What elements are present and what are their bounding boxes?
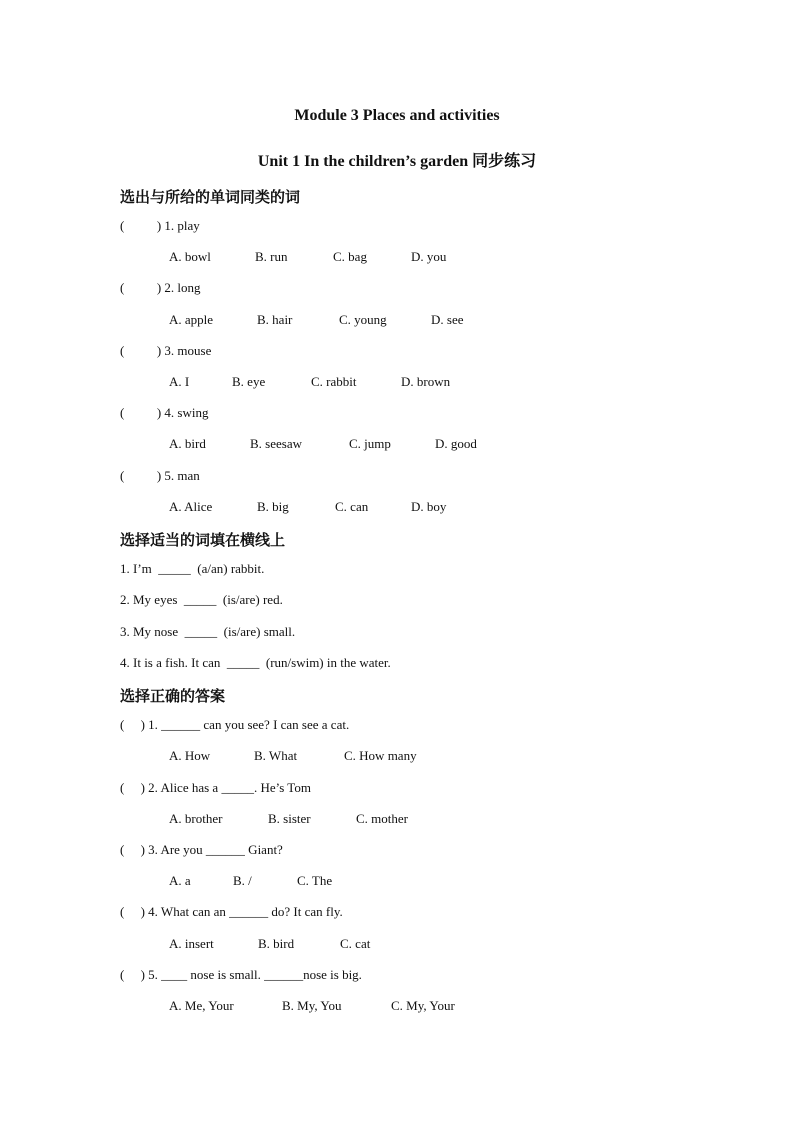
section1-question-1: ( ) 1. play [120, 218, 200, 233]
option-c: C. My, Your [391, 998, 455, 1013]
section1-question-3: ( ) 3. mouse [120, 343, 212, 358]
section3-question-3: ( ) 3. Are you ______ Giant? [120, 842, 283, 857]
section2-heading: 选择适当的词填在横线上 [120, 531, 286, 549]
section2-item-3: 3. My nose _____ (is/are) small. [120, 624, 296, 639]
option-a: A. brother [169, 811, 223, 826]
option-b: B. bird [258, 936, 295, 951]
option-b: B. sister [268, 811, 311, 826]
option-a: A. I [169, 374, 190, 389]
option-d: D. see [431, 312, 464, 327]
option-b: B. eye [232, 374, 266, 389]
option-c: C. jump [349, 436, 391, 451]
option-a: A. Me, Your [169, 998, 234, 1013]
unit-title: Unit 1 In the children’s garden 同步练习 [257, 153, 537, 170]
option-d: D. boy [411, 499, 447, 514]
option-c: C. cat [340, 936, 371, 951]
option-b: B. run [255, 249, 288, 264]
option-d: D. brown [401, 374, 451, 389]
option-b: B. hair [257, 312, 293, 327]
option-b: B. big [257, 499, 289, 514]
section3-question-2: ( ) 2. Alice has a _____. He’s Tom [120, 780, 311, 795]
option-a: A. bird [169, 436, 206, 451]
option-d: D. you [411, 249, 447, 264]
section2-item-1: 1. I’m _____ (a/an) rabbit. [120, 561, 265, 576]
option-c: C. rabbit [311, 374, 357, 389]
option-a: A. bowl [169, 249, 211, 264]
section2-item-4: 4. It is a fish. It can _____ (run/swim) in the water. [120, 655, 391, 670]
option-a: A. How [169, 748, 211, 763]
section3-question-5: ( ) 5. ____ nose is small. ______nose is big. [120, 967, 362, 982]
section1-question-4: ( ) 4. swing [120, 405, 209, 420]
option-a: A. insert [169, 936, 214, 951]
section3-question-1: ( ) 1. ______ can you see? I can see a cat. [120, 717, 350, 732]
section1-question-2: ( ) 2. long [120, 280, 201, 295]
option-c: C. can [335, 499, 369, 514]
section2-item-2: 2. My eyes _____ (is/are) red. [120, 592, 283, 607]
section1-heading: 选出与所给的单词同类的词 [120, 188, 301, 206]
option-c: C. young [339, 312, 387, 327]
section3-question-4: ( ) 4. What can an ______ do? It can fly. [120, 904, 343, 919]
option-a: A. apple [169, 312, 214, 327]
option-a: A. a [169, 873, 191, 888]
option-a: A. Alice [169, 499, 213, 514]
option-b: B. / [233, 873, 252, 888]
option-c: C. bag [333, 249, 367, 264]
option-d: D. good [435, 436, 477, 451]
option-c: C. The [297, 873, 333, 888]
option-b: B. seesaw [250, 436, 302, 451]
option-b: B. What [254, 748, 298, 763]
section3-heading: 选择正确的答案 [120, 687, 226, 705]
option-c: C. mother [356, 811, 408, 826]
option-b: B. My, You [282, 998, 342, 1013]
section1-question-5: ( ) 5. man [120, 468, 200, 483]
module-title: Module 3 Places and activities [294, 107, 500, 124]
option-c: C. How many [344, 748, 417, 763]
